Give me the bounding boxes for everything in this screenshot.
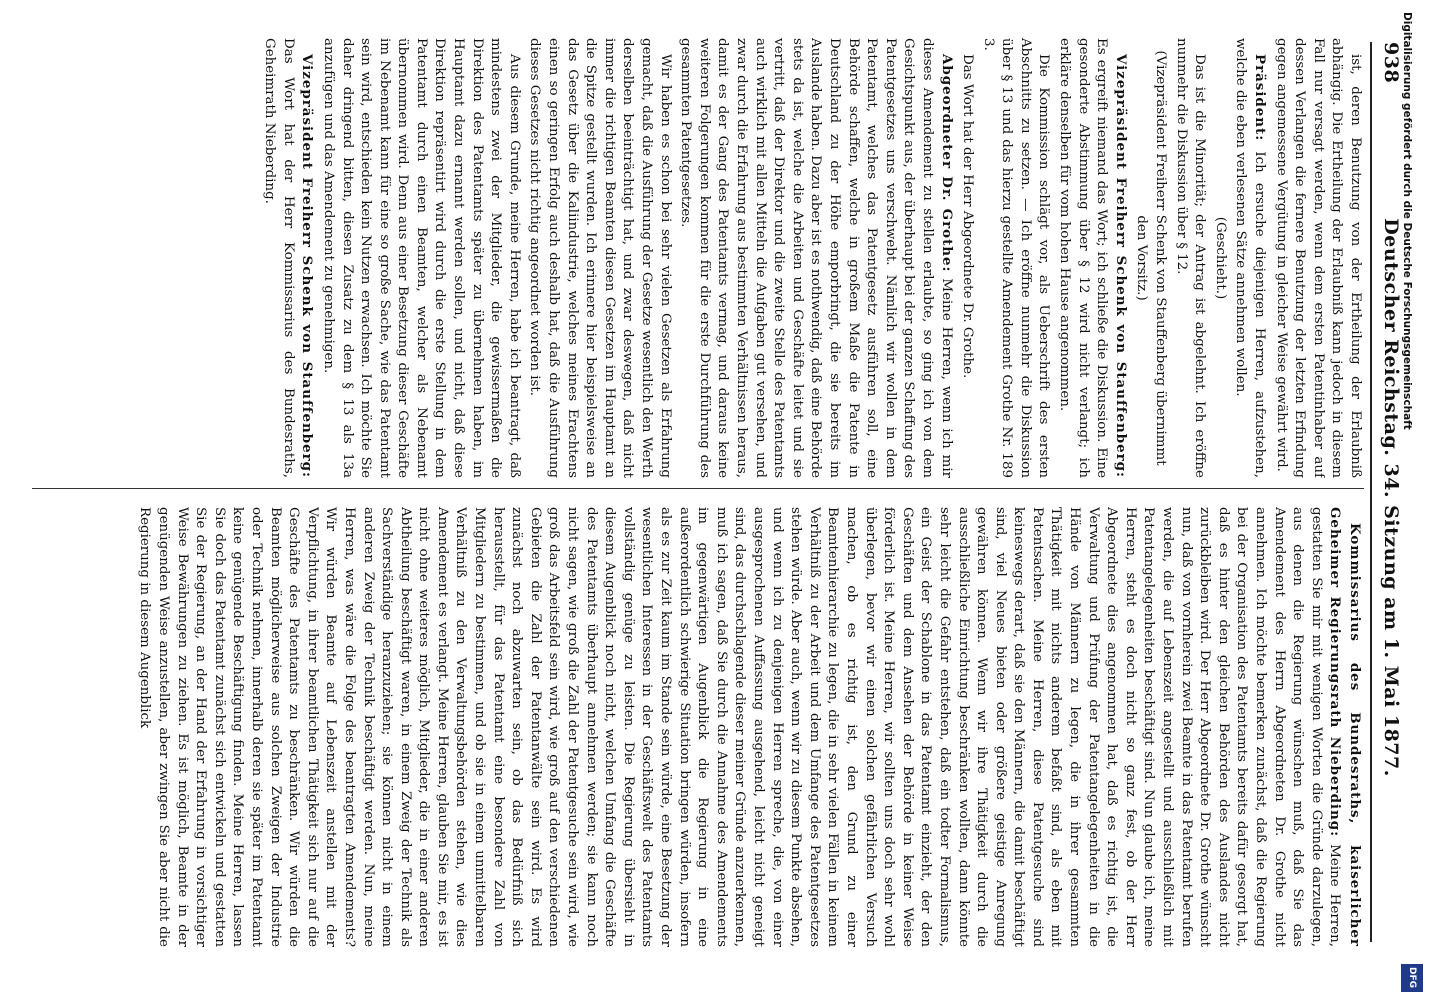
paragraph-text: Es ergreift niemand das Wort; ich schließe die Diskussion. Eine gesonderte Abstimmung über § 12 wird nicht verlangt; ich erkläre denselben für vom hohen Hause angenommen. xyxy=(1057,38,1110,478)
column-divider xyxy=(32,488,1364,489)
running-title: Deutscher Reichstag. 34. Sitzung am 1. Mai 1877. xyxy=(1380,218,1402,777)
paragraph-text: Das Wort hat der Herr Abgeordnete Dr. Grothe. xyxy=(960,54,976,379)
right-column xyxy=(32,507,1364,947)
paragraph xyxy=(676,38,956,478)
speaker-name: Abgeordneter Dr. Grothe: xyxy=(938,54,955,273)
speaker-name: Präsident: xyxy=(1252,54,1269,142)
dfg-logo: DFG xyxy=(1401,964,1423,992)
speaker-name: Vizepräsident Freiherr Schenk von Stauffenberg: xyxy=(299,54,316,478)
header-rule xyxy=(1370,42,1372,942)
paragraph-text: Wir haben es schon bei sehr vielen Gesetzen als Erfahrung gemacht, daß die Ausführung der Gesetze wesentlich den Werth derselben beeinträchtigt hat, und zwar deswegen, daß nicht immer die richtigen Beamten diesen Gesetzen im Hauptamt an die Spitze gestellt wurden. Ich erinnere hier beispielsweise an das Gesetz über die Kaliindustrie, welches meines Erachtens einen so geringen Erfolg auch deshalb hat, daß die Ausführung dieses Gesetzes nicht richtig angeordnet worden ist. xyxy=(527,38,673,478)
paragraph xyxy=(135,507,1364,947)
paragraph-text: Aus diesem Grunde, meine Herren, habe ich beantragt, daß mindestens zwei der Mitglieder, die gewissermaßen die Direktion des Patentamts später zu übernehmen haben, im Hauptamt dazu ernannt werden sollen, und nicht, daß diese Direktion repräsentirt wird durch die erste Stellung in dem Patentamt durch einen Beamten, welcher als Nebenamt übernommen wird. Denn aus einer Besetzung dieser Geschäfte im Nebenamt kann für eine so große Sache, wie das Patentamt sein wird, entschieden kein Nutzen erwachsen. Ich möchte Sie daher dringend bitten, diesen Zusatz zu dem § 13 als 13a anzufügen und das Amendement zu genehmigen. xyxy=(320,38,522,478)
paragraph-text: (Geschieht.) xyxy=(1212,216,1228,300)
paragraph-text: ist, deren Benutzung von der Ertheilung der Erlaubniß abhängig. Die Ertheilung der Erlaubniß kann jedoch in diesem Fall nur versagt werden, wenn dem ersten Patentinhaber auf dessen Verlangen die fernere Benutzung der letzten Erfindung gegen angemessene Vergütung in gleicher Weise gewährt wird. xyxy=(1273,38,1363,478)
paragraph xyxy=(1171,38,1208,478)
paragraph xyxy=(1231,38,1269,478)
paragraph xyxy=(1055,38,1130,478)
paragraph-text: Meine Herren, wenn ich mir dieses Amendement zu stellen erlaubte, so ging ich von dem Gesichtspunkt aus, der überhaupt bei der ganzen Schaffung des Patentgesetzes uns verschwebt. Nämlich wir wollen in dem Patentamt, welches das Patentgesetz ausführen soll, eine Behörde schaffen, welche in großem Maße die Patente in Deutschland zu der Höhe emporbringt, die sie bereits im Auslande haben. Dazu aber ist es nothwendig, daß eine Behörde stets da ist, welche die Arbeiten und Geschäfte leitet und sie vertritt, daß der Direktor und die zweite Stelle des Patentamts auch wirklich mit allen Mitteln die Aufgaben gut versehen, und zwar durch die Erfahrung aus bestimmten Verhältnissen heraus, damit es der Gang des Patentamts vermag, und daraus keine weiteren Folgerungen kommen für die erste Durchführung des gesammten Patentgesetzes. xyxy=(678,38,954,478)
paragraph-text: Die Kommission schlägt vor, als Ueberschrift des ersten Abschnitts zu setzen. — Ich eröffne nunmehr die Diskussion über § 13 und das hierzu gestellte Amendement Grothe Nr. 189 3. xyxy=(980,38,1052,478)
paragraph xyxy=(318,38,523,478)
paragraph xyxy=(958,38,977,478)
speaker-name: Kommissarius des Bundesraths, kaiserlicher Geheimer Regierungsrath Nieberding: xyxy=(1327,507,1363,947)
page-number: 938 xyxy=(1380,42,1402,84)
speaker-name: Vizepräsident Freiherr Schenk von Stauffenberg: xyxy=(1112,54,1129,478)
stage-direction xyxy=(1132,38,1169,478)
paragraph xyxy=(978,38,1052,478)
stage-direction xyxy=(1210,38,1229,478)
paragraph-text: Ich ersuche diejenigen Herren, aufzustehen, welche die eben verlesenen Sätze annehmen wollen. xyxy=(1233,38,1268,478)
scanned-page xyxy=(2,2,1412,982)
funding-note: Digitalisierung gefördert durch die Deutsche Forschungsgemeinschaft xyxy=(1401,12,1413,430)
paragraph xyxy=(260,38,317,478)
paragraph xyxy=(1271,38,1364,478)
paragraph-text: (Vizepräsident Freiherr Schenk von Stauffenberg übernimmt den Vorsitz.) xyxy=(1134,50,1169,466)
digitization-footer xyxy=(1398,6,1428,996)
paragraph-text: Das ist die Minorität; der Antrag ist abgelehnt. Ich eröffne nunmehr die Diskussion über § 12. xyxy=(1173,38,1208,478)
paragraph-text: Das Wort hat der Herr Kommissarius des Bundesraths, Geheimrath Nieberding. xyxy=(262,38,296,478)
left-column xyxy=(32,38,1364,478)
paragraph-text: Meine Herren, gestatten Sie mir mit wenigen Worten die Gründe darzulegen, aus denen die Regierung wünschen muß, daß Sie das Amendement des Herrn Abgeordneten Dr. Grothe nicht annehmen. Ich möchte bemerken zunächst, daß die Regierung bei der Organisation des Patentamts bereits dafür gesorgt hat, daß es hinter den gleichen Behörden des Auslandes nicht zurückbleiben wird. Der Herr Abgeordnete Dr. Grothe wünscht nun, daß von vornherein zwei Beamte in das Patentamt berufen werden, die auf Lebenszeit angestellt und ausschließlich mit Patentangelegenheiten beschäftigt sind. Nun glaube ich, meine Herren, steht es doch nicht so ganz fest, ob der Herr Abgeordnete dies angenommen hat, daß es richtig ist, die Verwaltung und Prüfung der Patentangelegenheiten in die Hände von Männern zu legen, die in ihrer gesammten Thätigkeit mit nichts anderem befaßt sind, als eben mit Patentsachen. Meine Herren, diese Patentgesuche sind keineswegs derart, daß sie den Männern, die damit beschäftigt sind, viel Neues bieten oder größere geistige Anregung gewähren können. Wenn wir ihre Thätigkeit durch die ausschließliche Einrichtung beschränken wollten, dann könnte sehr leicht die Gefahr entstehen, daß ein todter Formalismus, ein Geist der Schablone in das Patentamt einzieht, der den Geschäften und dem Ansehen der Behörde in keiner Weise förderlich ist. Meine Herren, wir sollten uns doch sehr wohl überlegen, bevor wir einen solchen gefährlichen Versuch machen, ob es richtig ist, den Grund zu einer Beamtenhierarchie zu legen, die in sehr vielen Fällen in keinem Verhältniß zu der Arbeit und dem Umfange des Patentgesetzes stehen würde. Aber auch, wenn wir zu diesem Punkte absehen, und wenn ich zu denjenigen Herren spreche, die, von einer ausgesprochenen Auffassung ausgehend, leicht nicht geneigt sind, das durchschlagende dieser meiner Gründe anzuerkennen, muß ich sagen, daß Sie durch die Annahme des Amendements im gegenwärtigen Augenblick die Regierung in eine außerordentlich schwierige Situation bringen würden, insofern als es zur Zeit kaum im Stande sein würde, eine Besetzung der wesentlichen Interessen in der Geschäftswelt des Patentamts vollständig genüge zu leisten. Die Regierung übersieht in diesem Augenblick noch nicht, welchen Umfang die Geschäfte des Patentamts überhaupt annehmen werden; sie kann noch nicht sagen, wie groß die Zahl der Patentgesuche sein wird, wie groß das Arbeitsfeld sein wird, wie groß auf den verschiedenen Gebieten die Zahl der Patentanwälte sein wird. Es wird zunächst noch abzuwarten sein, ob das Bedürfniß sich herausstellt, für das Patentamt eine besondere Zahl von Mitgliedern zu bestimmen, und ob sie in einem unmittelbaren Verhältniß zu den Verwaltungsbehörden stehen, wie dies Amendement es verlangt. Meine Herren, glauben Sie mir, es ist nicht ohne weiteres möglich, Mitglieder, die in einer anderen Abtheilung beschäftigt waren, in einem Zweig der Technik als Sachverständige heranzuziehen; sie können nicht in einem anderen Zweig der Technik beschäftigt werden. Nun, meine Herren, was wäre die Folge des beantragten Amendements? Wir würden Beamte auf Lebenszeit anstellen mit der Verpflichtung, in ihrer beamtlichen Thätigkeit sich nur auf die Geschäfte des Patentamts zu beschränken. Wir würden die Beamten möglicherweise aus solchen Zweigen der Industrie oder Technik nehmen, innerhalb deren sie später im Patentamt keine genügende Beschäftigung finden. Meine Herren, lassen Sie doch das Patentamt zunächst sich entwickeln und gestatten Sie der Regierung, an der Hand der Erfahrung in vorsichtiger Weise Bewährungen zu ziehen. Es ist möglich, Beamte in der genügenden Weise anzustellen, aber zwingen Sie aber nicht die Regierung in diesem Augenblick xyxy=(137,507,1343,947)
paragraph xyxy=(525,38,674,478)
